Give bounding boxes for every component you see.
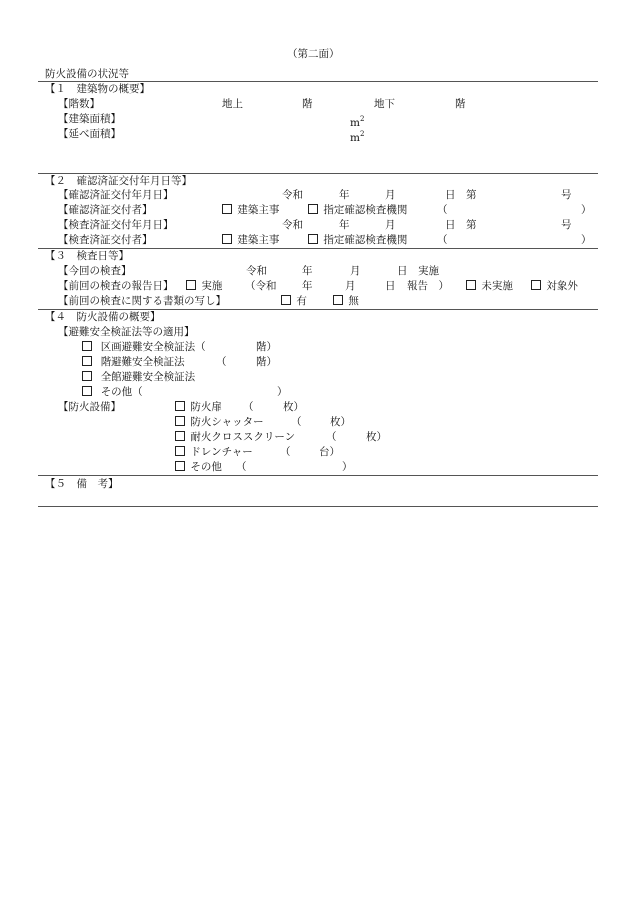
inspect-issuer-label: 【検査済証交付者】: [58, 234, 153, 246]
evacuation-law-label: 【避難安全検証法等の適用】: [58, 326, 195, 338]
year-text: 年: [302, 265, 313, 277]
option-evacuation-other[interactable]: その他（: [82, 386, 143, 399]
section5-heading: 【５ 備 考】: [45, 478, 119, 490]
option-yes[interactable]: 有: [281, 295, 307, 308]
previous-documents-label: 【前回の検査に関する書類の写し】: [58, 295, 226, 307]
option-drencher[interactable]: ドレンチャー: [175, 446, 253, 459]
option-fire-cloth-screen[interactable]: 耐火クロススクリーン: [175, 431, 295, 444]
month-text: 月: [385, 189, 396, 201]
checkbox[interactable]: [82, 356, 92, 366]
current-inspection-label: 【今回の検査】: [58, 265, 132, 277]
checkbox[interactable]: [175, 401, 185, 411]
paren-open: （: [437, 234, 448, 246]
divider: [38, 309, 598, 310]
below-ground-label: 地下: [374, 98, 395, 110]
option-designated-agency[interactable]: 指定確認検査機関: [308, 234, 407, 247]
option-floor-evacuation[interactable]: 階避難安全検証法: [82, 356, 185, 369]
building-area-unit: $m^2$: [350, 115, 365, 129]
section2-heading: 【２ 確認済証交付年月日等】: [45, 175, 192, 187]
above-ground-label: 地上: [222, 98, 243, 110]
month-text: 月: [350, 265, 361, 277]
day-text: 日: [397, 265, 408, 277]
month-text: 月: [345, 280, 356, 292]
sheets-close: 枚）: [366, 431, 387, 443]
paren-close: ）: [342, 461, 353, 473]
paren-open: （: [243, 401, 254, 413]
checkbox[interactable]: [82, 386, 92, 396]
checkbox[interactable]: [308, 234, 318, 244]
number-suffix: 号: [561, 219, 572, 231]
number-prefix: 第: [466, 219, 477, 231]
checkbox[interactable]: [222, 234, 232, 244]
page-header: （第二面）: [287, 48, 340, 60]
floor-area-unit: $m^2$: [350, 130, 365, 144]
reiwa-text: 令和: [282, 219, 303, 231]
checkbox[interactable]: [175, 446, 185, 456]
option-not-implemented[interactable]: 未実施: [466, 280, 513, 293]
number-prefix: 第: [466, 189, 477, 201]
confirm-date-label: 【確認済証交付年月日】: [58, 189, 174, 201]
divider: [38, 475, 598, 476]
checkbox[interactable]: [281, 295, 291, 305]
option-zone-evacuation[interactable]: 区画避難安全検証法（: [82, 341, 206, 354]
year-text: 年: [339, 219, 350, 231]
floor-area-label: 【延べ面積】: [58, 128, 121, 140]
reiwa-open: （令和: [245, 280, 277, 292]
floor-close: 階）: [256, 341, 277, 353]
option-implemented[interactable]: 実施: [186, 280, 222, 293]
checkbox[interactable]: [175, 416, 185, 426]
checkbox[interactable]: [222, 204, 232, 214]
floor-close: 階）: [256, 356, 277, 368]
fire-equipment-label: 【防火設備】: [58, 401, 121, 413]
divider: [38, 506, 598, 507]
option-fire-shutter[interactable]: 防火シャッター: [175, 416, 264, 429]
month-text: 月: [385, 219, 396, 231]
report-close: 報告 ）: [407, 280, 449, 292]
previous-report-label: 【前回の検査の報告日】: [58, 280, 174, 292]
option-equipment-other[interactable]: その他: [175, 461, 222, 474]
reiwa-text: 令和: [282, 189, 303, 201]
implemented-text: 実施: [418, 265, 439, 277]
floors-label: 【階数】: [58, 98, 100, 110]
paren-open: （: [280, 446, 291, 458]
reiwa-text: 令和: [246, 265, 267, 277]
option-not-applicable[interactable]: 対象外: [531, 280, 578, 293]
checkbox[interactable]: [308, 204, 318, 214]
document-title: 防火設備の状況等: [45, 68, 129, 80]
section4-heading: 【４ 防火設備の概要】: [45, 311, 161, 323]
checkbox[interactable]: [186, 280, 196, 290]
section3-heading: 【３ 検査日等】: [45, 250, 129, 262]
day-text: 日: [385, 280, 396, 292]
below-floors-unit: 階: [455, 98, 466, 110]
option-no[interactable]: 無: [333, 295, 359, 308]
year-text: 年: [339, 189, 350, 201]
option-building-official[interactable]: 建築主事: [222, 204, 279, 217]
checkbox[interactable]: [82, 341, 92, 351]
paren-open: （: [236, 461, 247, 473]
building-area-label: 【建築面積】: [58, 113, 121, 125]
option-designated-agency[interactable]: 指定確認検査機関: [308, 204, 407, 217]
paren-close: ）: [581, 234, 592, 246]
checkbox[interactable]: [175, 461, 185, 471]
sheets-close: 枚）: [330, 416, 351, 428]
confirm-issuer-label: 【確認済証交付者】: [58, 204, 153, 216]
day-text: 日: [445, 219, 456, 231]
paren-open: （: [437, 204, 448, 216]
year-text: 年: [302, 280, 313, 292]
checkbox[interactable]: [333, 295, 343, 305]
option-building-official[interactable]: 建築主事: [222, 234, 279, 247]
paren-close: ）: [581, 204, 592, 216]
divider: [38, 248, 598, 249]
divider: [38, 81, 598, 82]
option-fire-door[interactable]: 防火扉: [175, 401, 222, 414]
paren-open: （: [216, 356, 227, 368]
paren-open: （: [326, 431, 337, 443]
paren-open: （: [291, 416, 302, 428]
checkbox[interactable]: [175, 431, 185, 441]
section1-heading: 【１ 建築物の概要】: [45, 83, 150, 95]
sheets-close: 枚）: [283, 401, 304, 413]
day-text: 日: [445, 189, 456, 201]
units-close: 台）: [319, 446, 340, 458]
option-building-evacuation[interactable]: 全館避難安全検証法: [82, 371, 195, 384]
checkbox[interactable]: [466, 280, 476, 290]
checkbox[interactable]: [531, 280, 541, 290]
divider: [38, 173, 598, 174]
number-suffix: 号: [561, 189, 572, 201]
paren-close: ）: [277, 386, 288, 398]
checkbox[interactable]: [82, 371, 92, 381]
inspect-date-label: 【検査済証交付年月日】: [58, 219, 174, 231]
above-floors-unit: 階: [302, 98, 313, 110]
